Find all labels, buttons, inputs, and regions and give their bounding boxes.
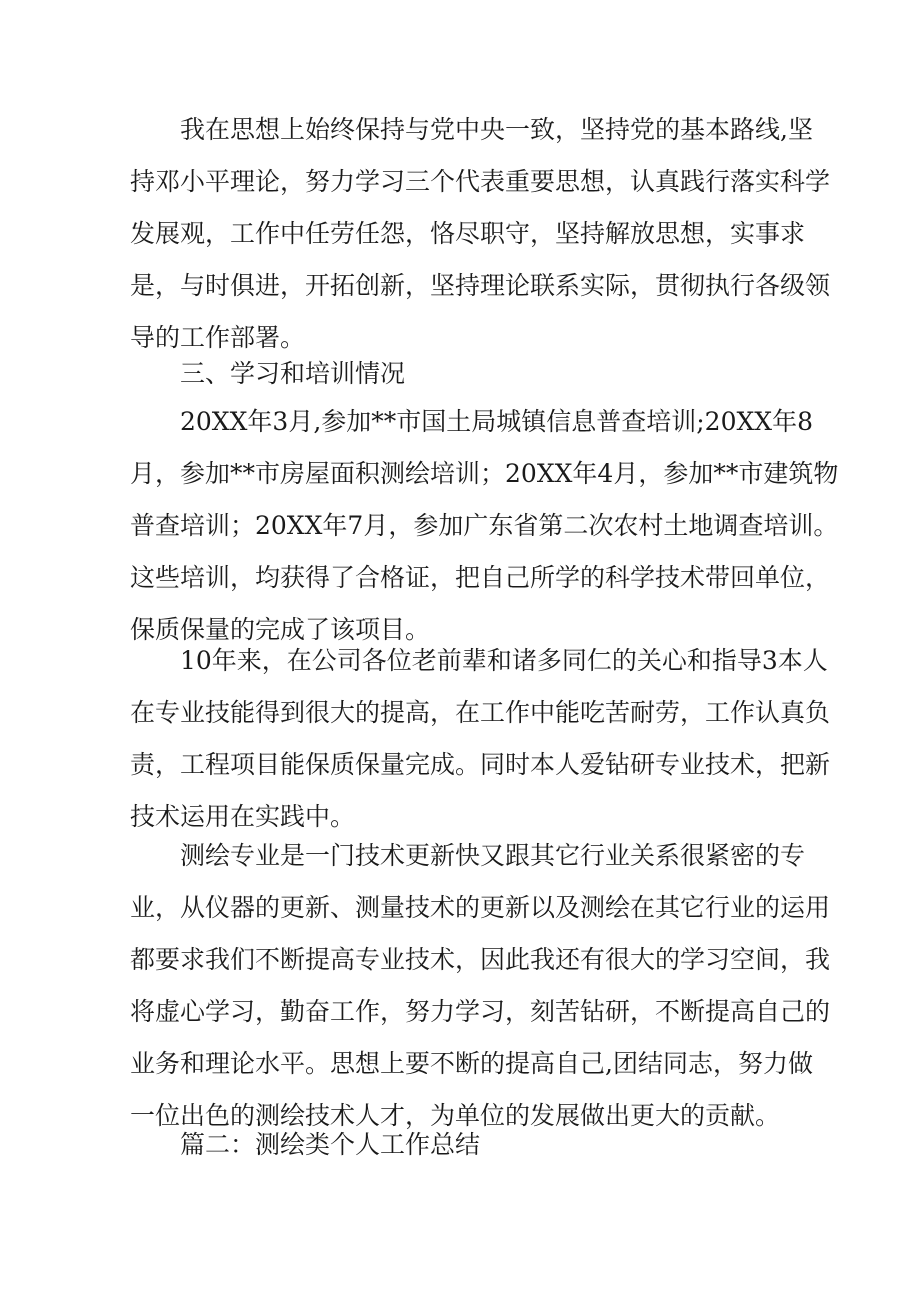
- paragraph-political-thought: [130, 104, 830, 364]
- text-line: 在专业技能得到很大的提高，在工作中能吃苦耐劳，工作认真负: [130, 698, 831, 727]
- text-line: 是，与时俱进，开拓创新，坚持理论联系实际，贯彻执行各级领: [130, 271, 831, 300]
- text-line: 月，参加**市房屋面积测绘培训；20XX年4月，参加**市建筑物: [130, 459, 839, 488]
- text-line: 普查培训；20XX年7月，参加广东省第二次农村土地调查培训。: [130, 511, 839, 540]
- text-line: 都要求我们不断提高专业技术，因此我还有很大的学习空间，我: [130, 945, 831, 974]
- text-line: 20XX年3月,参加**市国土局城镇信息普查培训;20XX年8: [180, 407, 813, 436]
- text-line: 持邓小平理论，努力学习三个代表重要思想，认真践行落实科学: [130, 167, 831, 196]
- text-line: 业务和理论水平。思想上要不断的提高自己,团结同志，努力做: [130, 1049, 813, 1078]
- section-heading-part-two: [130, 1119, 480, 1171]
- section-heading-study-training: [130, 348, 405, 400]
- heading-line: 三、学习和培训情况: [180, 359, 406, 388]
- text-line: 测绘专业是一门技术更新快又跟其它行业关系很紧密的专: [180, 841, 806, 870]
- text-line: 责，工程项目能保质保量完成。同时本人爱钻研专业技术，把新: [130, 750, 831, 779]
- text-line: 这些培训，均获得了合格证，把自己所学的科学技术带回单位，: [130, 563, 831, 592]
- text-line: 10年来，在公司各位老前辈和诸多同仁的关心和指导3本人: [180, 646, 828, 675]
- text-line: 业，从仪器的更新、测量技术的更新以及测绘在其它行业的运用: [130, 893, 831, 922]
- text-line: 将虚心学习，勤奋工作，努力学习，刻苦钻研，不断提高自己的: [130, 997, 831, 1026]
- paragraph-training-records: [130, 396, 838, 656]
- text-line: 技术运用在实践中。: [130, 802, 356, 831]
- heading-line: 篇二：测绘类个人工作总结: [180, 1130, 481, 1159]
- paragraph-surveying-profession: [130, 830, 830, 1142]
- text-line: 保质保量的完成了该项目。: [130, 615, 431, 644]
- text-line: 一位出色的测绘技术人才，为单位的发展做出更大的贡献。: [130, 1101, 781, 1130]
- text-line: 导的工作部署。: [130, 323, 306, 352]
- text-line: 发展观，工作中任劳任怨，恪尽职守，坚持解放思想，实事求: [130, 219, 806, 248]
- paragraph-ten-years: [130, 635, 830, 843]
- text-line: 我在思想上始终保持与党中央一致，坚持党的基本路线,坚: [180, 115, 813, 144]
